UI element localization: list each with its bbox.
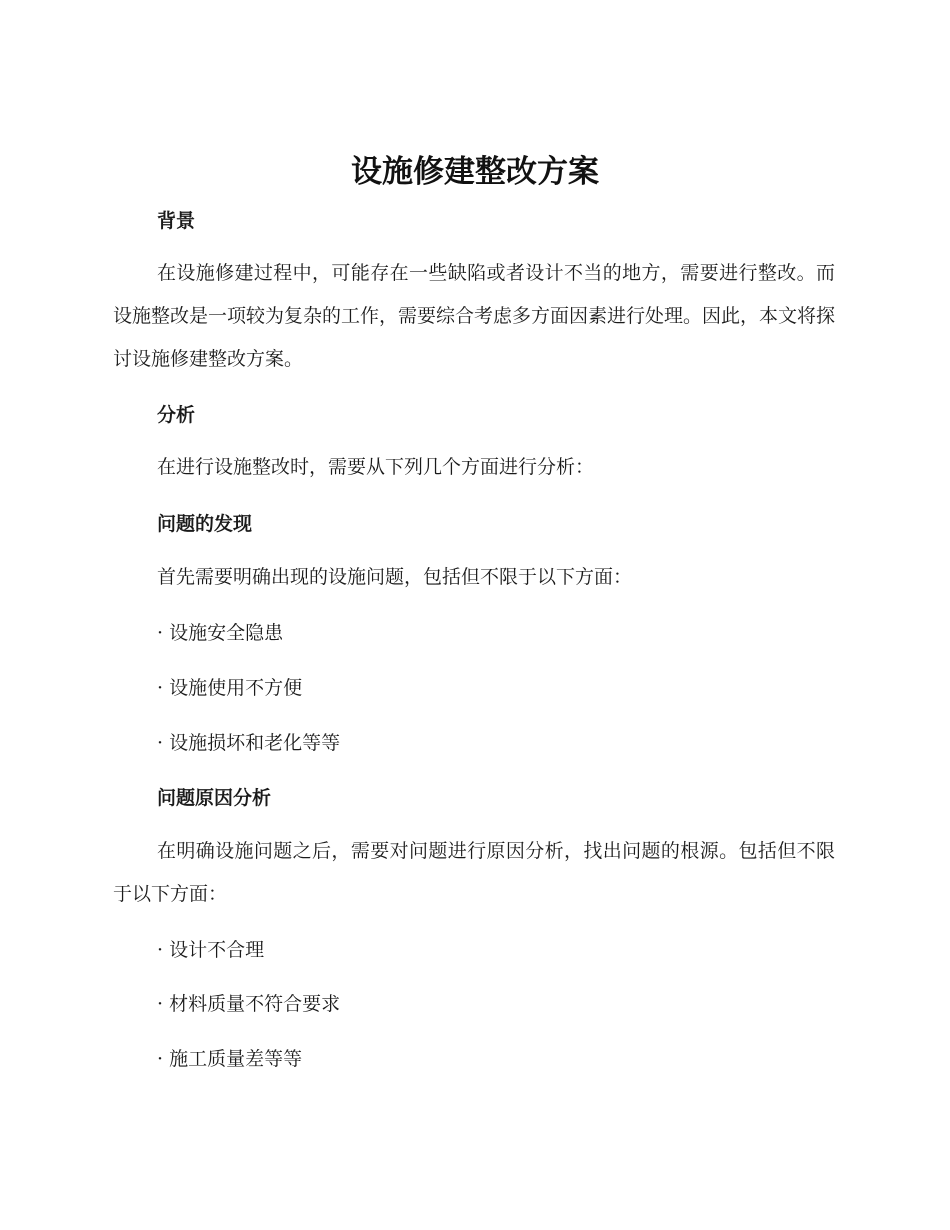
list-item: · 设计不合理 bbox=[157, 939, 265, 961]
document-title: 设施修建整改方案 bbox=[351, 154, 599, 190]
section-heading-causes: 问题原因分析 bbox=[157, 787, 272, 809]
list-item: · 材料质量不符合要求 bbox=[157, 993, 341, 1015]
section-heading-analysis: 分析 bbox=[157, 404, 196, 426]
section-heading-discovery: 问题的发现 bbox=[157, 513, 253, 535]
list-item: · 施工质量差等等 bbox=[157, 1048, 303, 1070]
list-item: · 设施损坏和老化等等 bbox=[157, 732, 341, 754]
section-heading-background: 背景 bbox=[157, 210, 196, 232]
discovery-paragraph: 首先需要明确出现的设施问题，包括但不限于以下方面： bbox=[157, 566, 633, 588]
causes-paragraph: 在明确设施问题之后，需要对问题进行原因分析，找出问题的根源。包括但不限于以下方面： bbox=[113, 840, 835, 905]
background-paragraph: 在设施修建过程中，可能存在一些缺陷或者设计不当的地方，需要进行整改。而设施整改是一项较为复杂的工作，需要综合考虑多方面因素进行处理。因此，本文将探讨设施修建整改方案。 bbox=[113, 262, 836, 370]
list-item: · 设施安全隐患 bbox=[157, 622, 284, 644]
list-item: · 设施使用不方便 bbox=[157, 677, 303, 699]
analysis-paragraph: 在进行设施整改时，需要从下列几个方面进行分析： bbox=[157, 456, 595, 478]
